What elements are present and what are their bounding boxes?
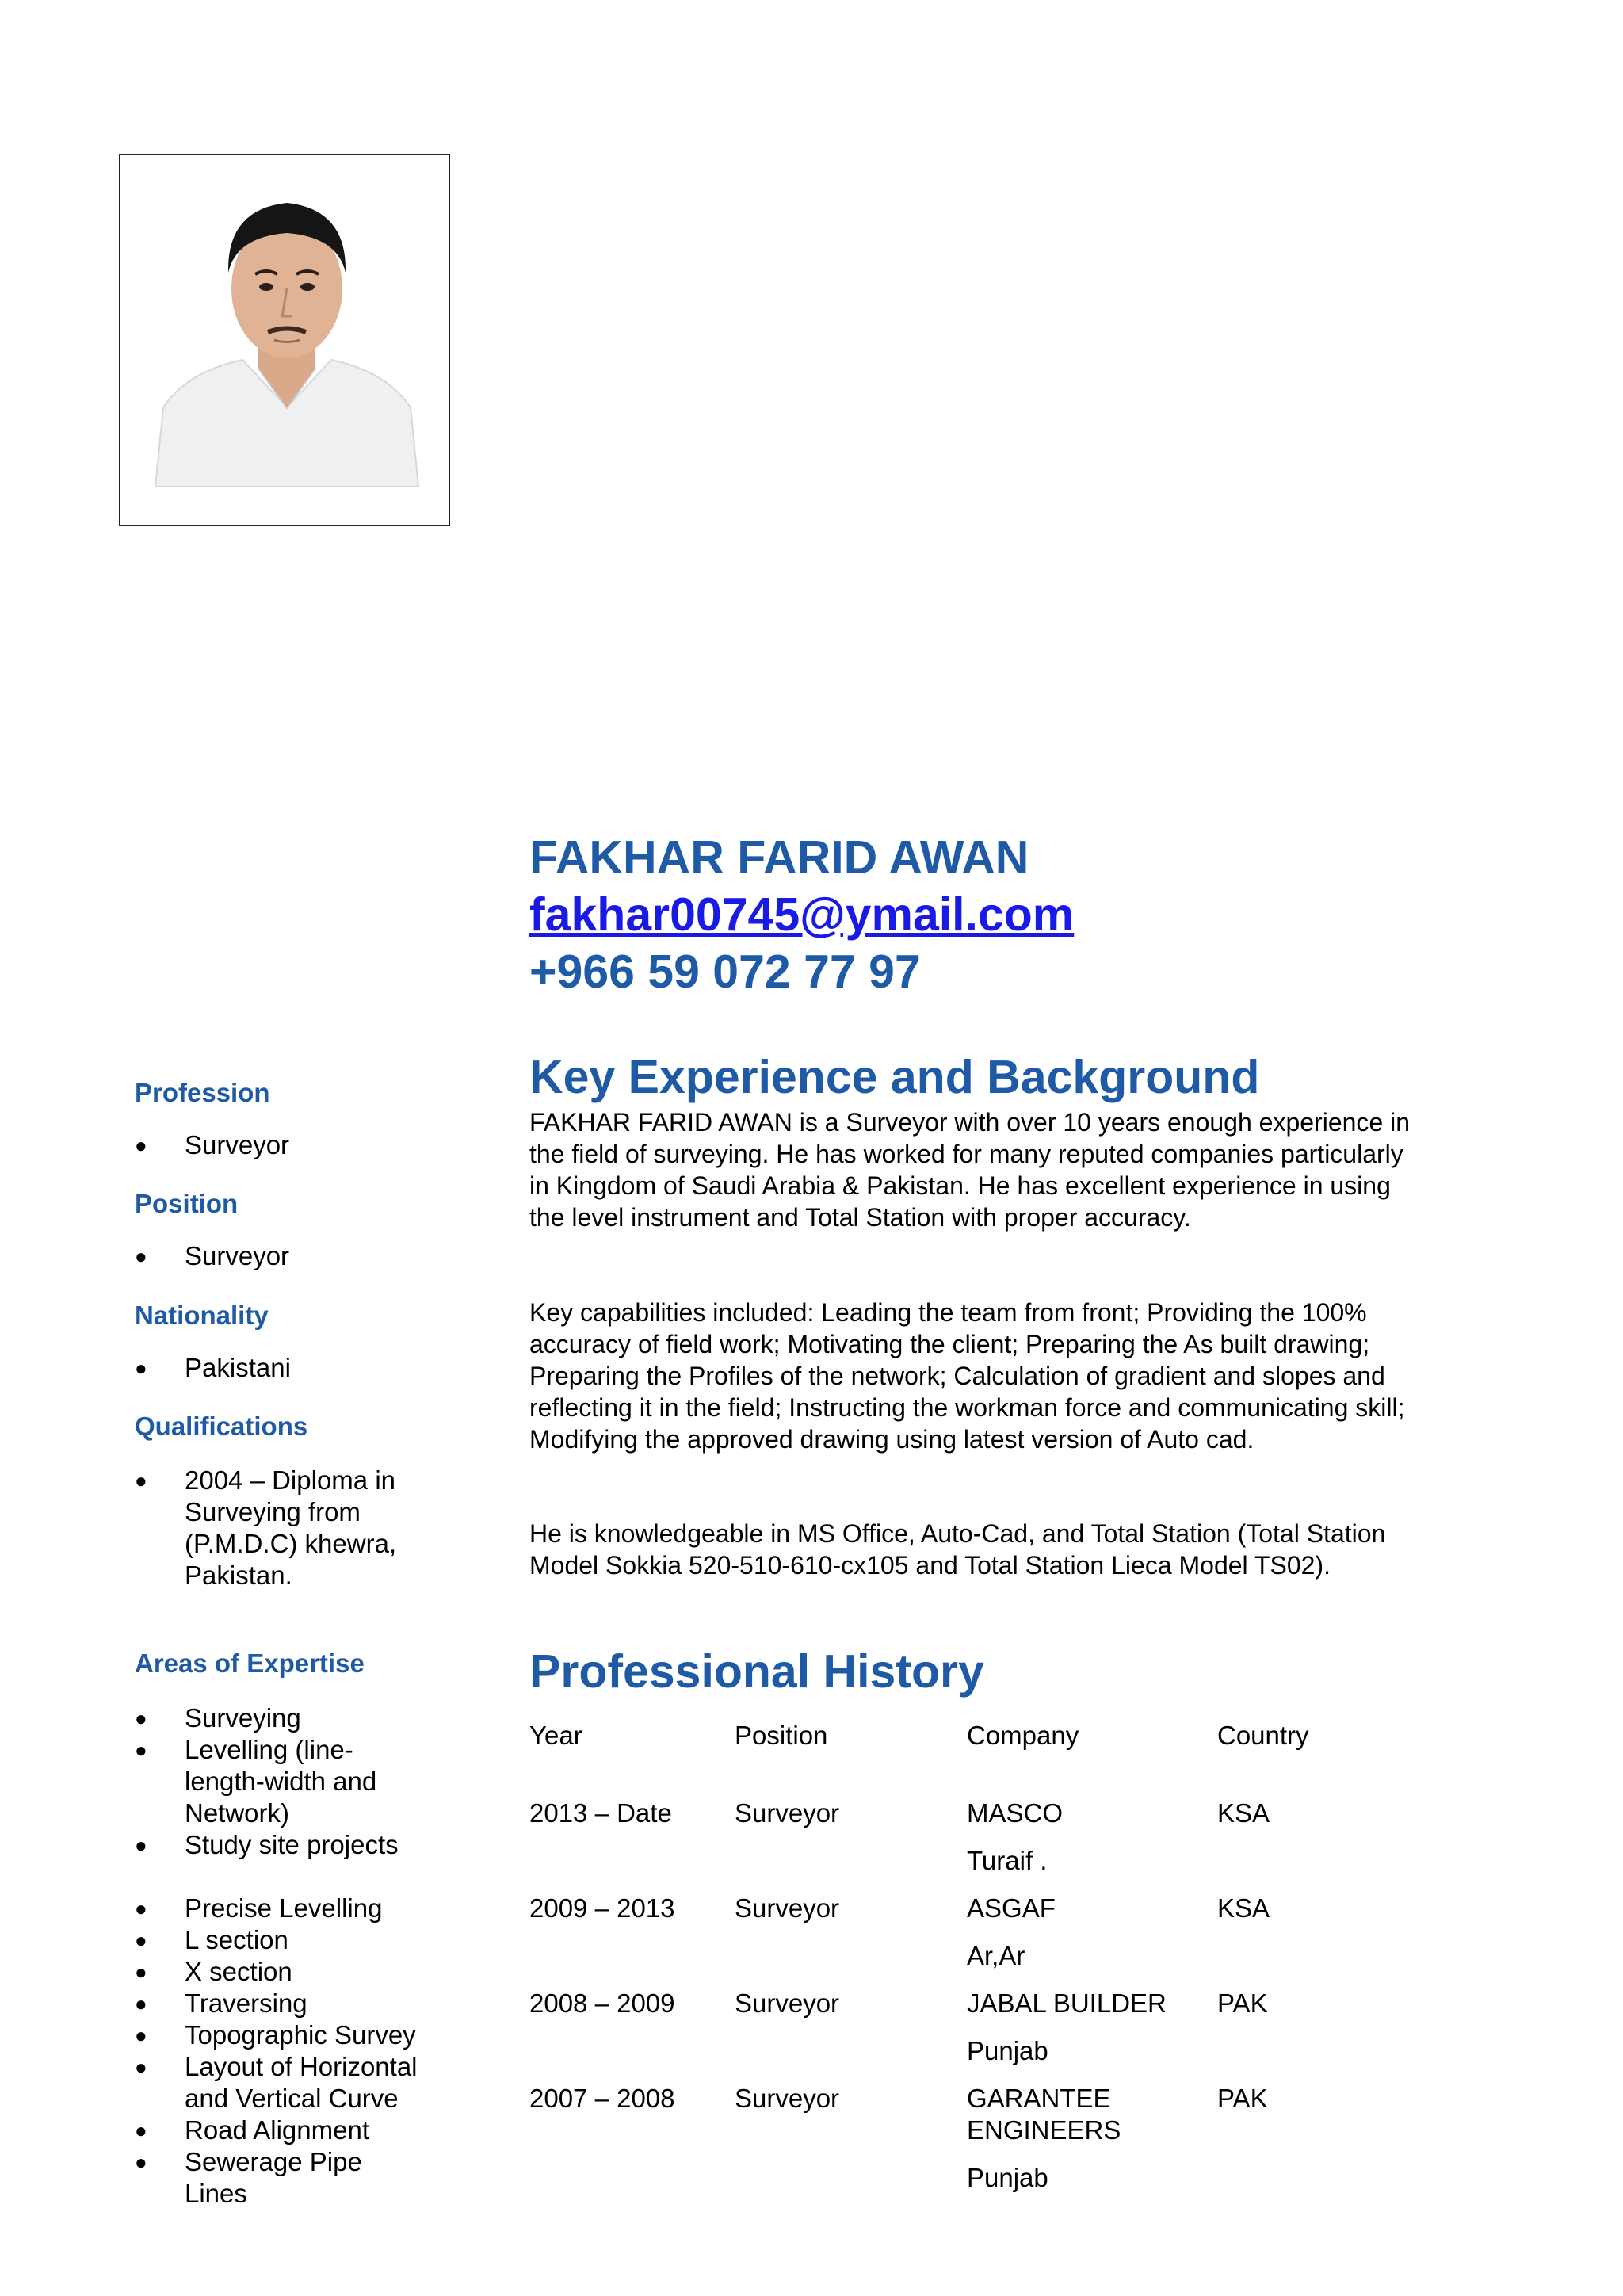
bullet-icon: ● <box>135 1960 147 1984</box>
table-cell-company: ASGAF <box>967 1893 1056 1923</box>
bullet-icon: ● <box>135 1706 147 1730</box>
column-header-company: Company <box>967 1721 1079 1750</box>
bullet-icon: ● <box>135 1469 147 1492</box>
key-experience-title: Key Experience and Background <box>529 1051 1260 1103</box>
position-heading: Position <box>135 1189 239 1218</box>
bullet-icon: ● <box>135 1133 147 1157</box>
professional-history-title: Professional History <box>529 1645 984 1698</box>
bullet-icon: ● <box>135 1897 147 1920</box>
table-cell-country: PAK <box>1217 2084 1268 2113</box>
table-cell-country: KSA <box>1217 1798 1270 1828</box>
bullet-icon: ● <box>135 1992 147 2015</box>
table-cell-year: 2007 – 2008 <box>529 2084 675 2113</box>
email-link[interactable]: fakhar00745@ymail.com <box>529 888 1075 941</box>
table-cell-location: Ar,Ar <box>967 1941 1025 1970</box>
software-knowledge-paragraph: He is knowledgeable in MS Office, Auto-Cad, and Total Station (Total Station Model Sokkia 520-510-610-cx105 and Total Station Lieca Model TS02). <box>529 1519 1386 1580</box>
bullet-icon: ● <box>135 1738 147 1762</box>
portrait-illustration <box>139 170 434 650</box>
key-capabilities-paragraph: Key capabilities included: Leading the team from front; Providing the 100% accuracy of field work; Motivating the client; Preparing the As built drawing; Preparing the Profiles of the network; Calculation of gradient and slopes and reflecting it in the field; Instructing the workman force and communicating skill; Modifying the approved drawing using latest version of Auto cad. <box>529 1298 1405 1454</box>
table-cell-year: 2008 – 2009 <box>529 1988 675 2018</box>
bullet-icon: ● <box>135 2150 147 2174</box>
table-cell-position: Surveyor <box>735 1798 840 1828</box>
bullet-icon: ● <box>135 2055 147 2079</box>
qualifications-heading: Qualifications <box>135 1412 308 1441</box>
column-header-year: Year <box>529 1721 582 1750</box>
column-header-country: Country <box>1217 1721 1309 1750</box>
profile-photo <box>119 154 450 526</box>
table-cell-location: Turaif . <box>967 1846 1048 1875</box>
table-cell-company: MASCO <box>967 1798 1064 1828</box>
table-cell-year: 2009 – 2013 <box>529 1893 675 1923</box>
table-cell-country: KSA <box>1217 1893 1270 1923</box>
column-header-position: Position <box>735 1721 828 1750</box>
bullet-icon: ● <box>135 2118 147 2142</box>
bullet-icon: ● <box>135 2023 147 2047</box>
profession-heading: Profession <box>135 1078 270 1107</box>
table-cell-location: Punjab <box>967 2036 1048 2065</box>
table-cell-year: 2013 – Date <box>529 1798 672 1828</box>
nationality-heading: Nationality <box>135 1301 269 1330</box>
bullet-icon: ● <box>135 1244 147 1268</box>
table-cell-country: PAK <box>1217 1988 1268 2018</box>
table-cell-location: Punjab <box>967 2163 1048 2192</box>
bullet-icon: ● <box>135 1833 147 1857</box>
expertise-heading: Areas of Expertise <box>135 1648 365 1678</box>
table-cell-company: GARANTEE ENGINEERS <box>967 2084 1121 2145</box>
bullet-icon: ● <box>135 1356 147 1380</box>
table-cell-position: Surveyor <box>735 2084 840 2113</box>
phone-number: +966 59 072 77 97 <box>529 946 921 998</box>
table-cell-company: JABAL BUILDER <box>967 1988 1167 2018</box>
candidate-name: FAKHAR FARID AWAN <box>529 831 1029 884</box>
table-cell-position: Surveyor <box>735 1893 840 1923</box>
table-cell-position: Surveyor <box>735 1988 840 2018</box>
bullet-icon: ● <box>135 1928 147 1952</box>
key-experience-paragraph: FAKHAR FARID AWAN is a Surveyor with over 10 years enough experience in the field of surveying. He has worked for many reputed companies particularly in Kingdom of Saudi Arabia & Pakistan. He has excellent experience in using the level instrument and Total Station with proper accuracy. <box>529 1108 1410 1232</box>
